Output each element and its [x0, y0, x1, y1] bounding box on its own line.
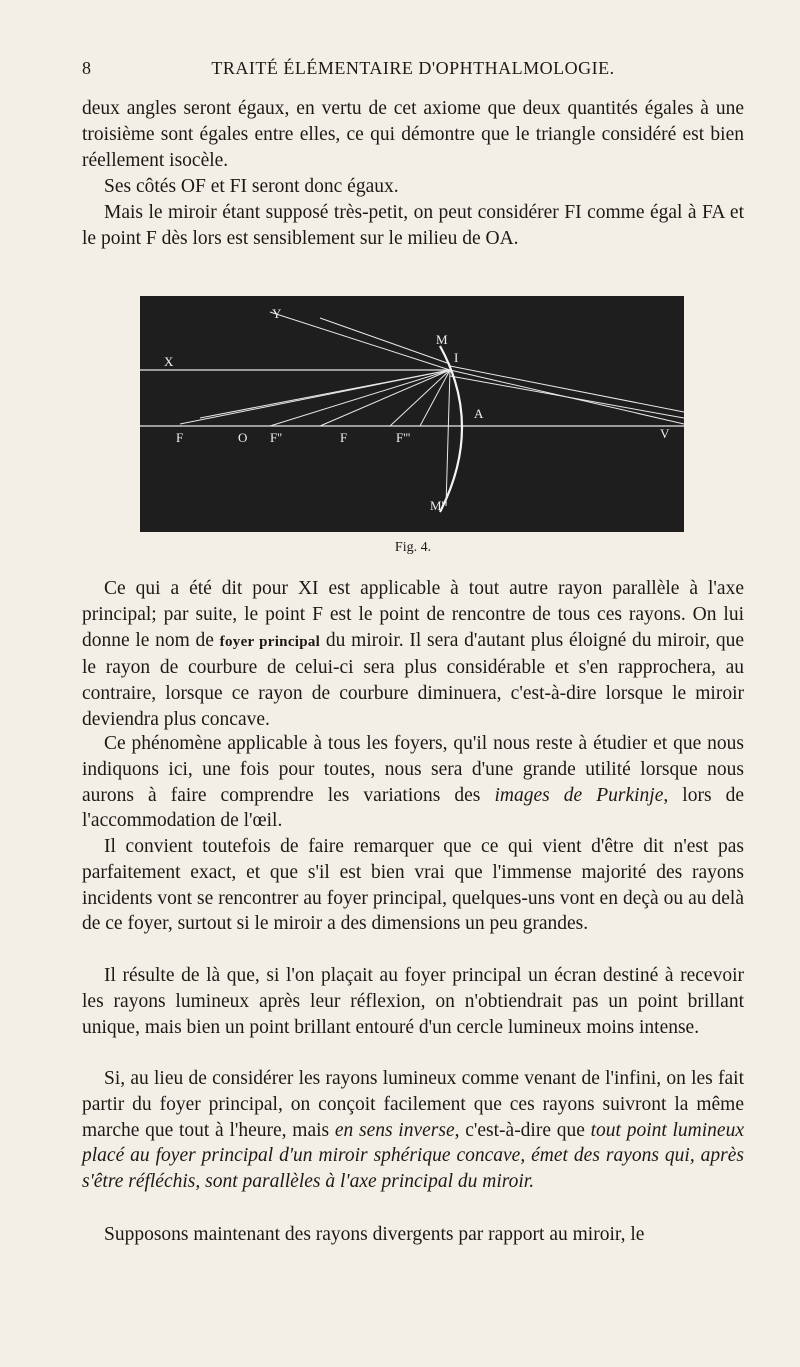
paragraph-9: Supposons maintenant des rayons divergents par rapport au miroir, le: [104, 1224, 645, 1245]
term-foyer-principal: foyer principal: [219, 633, 321, 650]
mirror-diagram: [140, 296, 684, 532]
label-o: O: [238, 430, 248, 445]
paragraph-5-text-b: , lors de l'accommodation de l'œil.: [82, 784, 745, 832]
statement-foyer-principal: tout point lumineux placé au foyer principal d'un miroir sphérique concave, émet des rayons qui, après s'être réfléchis, sont parallèles à l'axe principal du miroir.: [82, 1119, 744, 1193]
paragraph-8-text-a: Si, au lieu de considérer les rayons lumineux comme venant de l'infini, on les fait partir du foyer principal, on conçoit facilement que ces rayons suivront la même marche que tout à l'heure, mais: [82, 1068, 744, 1141]
label-v: V: [660, 426, 670, 441]
label-x: X: [164, 354, 174, 369]
paragraph-4-text-a: Ce qui a été dit pour XI est applicable à tout autre rayon parallèle à l'axe principal; par suite, le point F est le point de rencontre de tous ces rayons. On lui donne le nom de: [82, 578, 744, 651]
ray-f3: [390, 370, 450, 426]
label-f1: F: [340, 430, 348, 445]
label-f-left: F: [176, 430, 184, 445]
figure-concave-mirror: [140, 296, 684, 532]
paragraph-4-text-b: du miroir. Il sera d'autant plus éloigné du miroir, que le rayon de courbure de celui-ci sera plus considérable et s'en rapprochera, au contraire, lorsque ce rayon de courbure diminuera, c'est-à-dire lorsque le miroir deviendra plus concave.: [82, 629, 744, 730]
ray-f1: [320, 370, 450, 426]
term-en-sens-inverse: en sens inverse: [334, 1119, 455, 1141]
ray-f2: [270, 370, 450, 426]
ray-o: [200, 370, 450, 418]
paragraph-1: deux angles seront égaux, en vertu de cet axiome que deux quantités égales à une troisième sont égales entre elles, ce qui démontre que le triangle considéré est bien réellement isocèle.: [82, 98, 744, 171]
term-images-purkinje: images de Purkinje: [494, 784, 664, 806]
ray-y: [270, 312, 450, 370]
label-y: Y: [272, 306, 282, 321]
label-i: I: [454, 350, 459, 365]
paragraph-4: [82, 576, 744, 733]
running-title: TRAITÉ ÉLÉMENTAIRE D'OPHTHALMOLOGIE.: [211, 58, 615, 78]
label-a: A: [474, 406, 484, 421]
reflected-ray-v3: [450, 366, 684, 412]
paragraph-3: Mais le miroir étant supposé très-petit, on peut considérer FI comme égal à FA et le point F dès lors est sensiblement sur le milieu de OA.: [82, 202, 744, 249]
normal-line: [446, 370, 450, 506]
page-number: 8: [82, 58, 92, 78]
figure-caption: Fig. 4.: [394, 540, 432, 555]
label-m: M: [436, 332, 448, 347]
paragraph-8: [82, 1066, 744, 1195]
paragraph-7: Il résulte de là que, si l'on plaçait au foyer principal un écran destiné à recevoir les rayons lumineux après leur réflexion, on n'obtiendrait pas un point brillant unique, mais bien un point brillant entouré d'un cercle lumineux moins intense.: [82, 965, 744, 1038]
paragraph-5: [82, 731, 744, 834]
label-f3: F''': [396, 430, 411, 445]
label-f2: F'': [270, 430, 282, 445]
paragraph-6: Il convient toutefois de faire remarquer que ce qui vient d'être dit n'est pas parfaitement exact, et que s'il est bien vrai que l'immense majorité des rayons incidents vont se rencontrer au foyer principal, quelques-uns vont en deçà ou au delà de ce foyer, surtout si le miroir a des dimensions un peu grandes.: [82, 836, 744, 935]
reflected-ray-v2: [450, 376, 684, 418]
paragraph-8-text-b: , c'est-à-dire que: [454, 1119, 591, 1141]
label-m-prime: M': [430, 498, 444, 513]
paragraph-5-text-a: Ce phénomène applicable à tous les foyers, qu'il nous reste à étudier et que nous indiquons ici, une fois pour toutes, nous sera d'une grande utilité lorsque nous aurons à faire comprendre les variations des: [82, 733, 744, 806]
ray-upper-2: [320, 318, 450, 364]
paragraph-2: Ses côtés OF et FI seront donc égaux.: [104, 176, 399, 197]
running-header: [82, 58, 744, 86]
